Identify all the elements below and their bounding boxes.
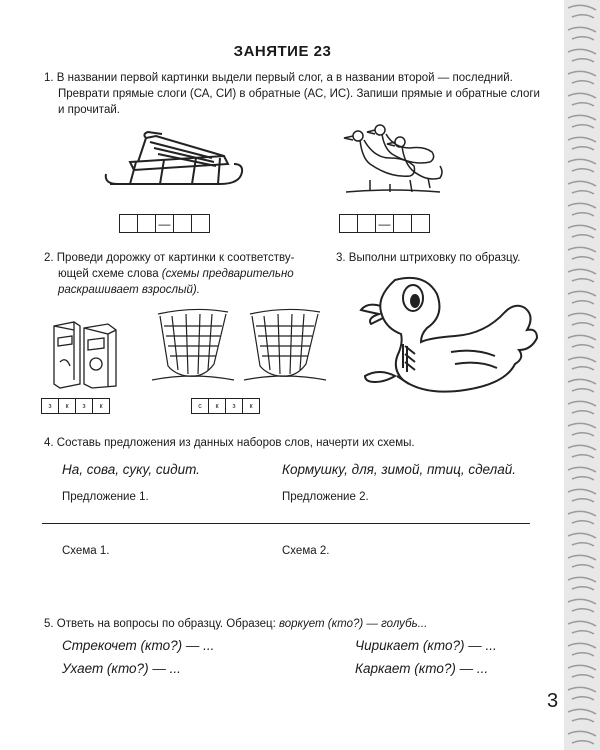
scheme1-label: Схема 1.: [62, 545, 110, 557]
spiral-ring: [568, 269, 596, 282]
spiral-ring: [568, 401, 596, 414]
syllable-box[interactable]: [339, 214, 358, 233]
spiral-ring: [568, 225, 596, 238]
task4-words1: На, сова, суку, сидит.: [62, 462, 200, 477]
scheme-cell[interactable]: к: [208, 398, 226, 414]
spiral-ring: [568, 423, 596, 436]
task4-words2: Кормушку, для, зимой, птиц, сделай.: [282, 462, 517, 477]
spiral-ring: [568, 621, 596, 634]
scheme2-label: Схема 2.: [282, 545, 330, 557]
word-scheme-1[interactable]: [42, 398, 110, 414]
sentence2-label: Предложение 2.: [282, 491, 369, 503]
scheme-cell[interactable]: к: [92, 398, 110, 414]
syllable-box[interactable]: —: [375, 214, 394, 233]
sentence1-label: Предложение 1.: [62, 491, 149, 503]
spiral-ring: [568, 577, 596, 590]
spiral-ring: [568, 247, 596, 260]
scheme-cell[interactable]: з: [75, 398, 93, 414]
question-2: Чирикает (кто?) — ...: [355, 638, 497, 653]
question-1: Стрекочет (кто?) — ...: [62, 638, 215, 653]
page-number: 3: [547, 690, 559, 712]
spiral-rings: [564, 0, 600, 750]
spiral-ring: [568, 93, 596, 106]
spiral-ring: [568, 291, 596, 304]
spiral-ring: [568, 599, 596, 612]
task2-line2: [58, 267, 294, 283]
syllable-box[interactable]: [411, 214, 430, 233]
fishing-net-icon: [240, 306, 330, 386]
syllable-box[interactable]: [173, 214, 192, 233]
spiral-ring: [568, 49, 596, 62]
spiral-ring: [568, 137, 596, 150]
task3-text: 3. Выполни штриховку по образцу.: [336, 252, 521, 264]
spiral-ring: [568, 159, 596, 172]
spiral-ring: [568, 511, 596, 524]
question-4: Каркает (кто?) — ...: [355, 661, 489, 676]
syllable-box[interactable]: [137, 214, 156, 233]
spiral-ring: [568, 533, 596, 546]
question-3: Ухает (кто?) — ...: [62, 661, 181, 676]
task5-example: воркует (кто?) — голубь...: [279, 618, 428, 630]
task2-line2-italic: (схемы предварительно: [161, 268, 294, 280]
spiral-ring: [568, 445, 596, 458]
fishing-net-icon: [148, 306, 238, 386]
task5-heading-plain: 5. Ответь на вопросы по образцу. Образец:: [44, 618, 280, 630]
spiral-ring: [568, 489, 596, 502]
syllable-box[interactable]: [357, 214, 376, 233]
task4-heading: 4. Составь предложения из данных наборов слов, начерти их схемы.: [44, 437, 415, 449]
syllable-box[interactable]: [191, 214, 210, 233]
scheme-cell[interactable]: к: [58, 398, 76, 414]
task2-line3: раскрашивает взрослый).: [58, 284, 200, 296]
spiral-ring: [568, 335, 596, 348]
spiral-ring: [568, 643, 596, 656]
task1-line2: Преврати прямые слоги (СА, СИ) в обратные (АС, ИС). Запиши прямые и обратные слоги: [58, 88, 540, 100]
scheme-cell[interactable]: з: [225, 398, 243, 414]
syllable-box[interactable]: [393, 214, 412, 233]
syllable-box[interactable]: [119, 214, 138, 233]
syllable-boxes-left[interactable]: [120, 214, 210, 233]
sled-icon: [100, 128, 250, 196]
spiral-binding: [564, 0, 600, 750]
juice-carton-icon: [50, 312, 122, 390]
scheme-cell[interactable]: з: [41, 398, 59, 414]
spiral-ring: [568, 731, 596, 744]
spiral-ring: [568, 665, 596, 678]
word-scheme-2[interactable]: [192, 398, 260, 414]
spiral-ring: [568, 379, 596, 392]
spiral-ring: [568, 467, 596, 480]
syllable-box[interactable]: —: [155, 214, 174, 233]
task2-line1: 2. Проведи дорожку от картинки к соответству-: [44, 252, 295, 264]
spiral-ring: [568, 115, 596, 128]
scheme-cell[interactable]: с: [191, 398, 209, 414]
spiral-ring: [568, 27, 596, 40]
spiral-ring: [568, 357, 596, 370]
spiral-ring: [568, 71, 596, 84]
spiral-ring: [568, 555, 596, 568]
spiral-ring: [568, 181, 596, 194]
syllable-boxes-right[interactable]: [340, 214, 430, 233]
lesson-title: ЗАНЯТИЕ 23: [233, 43, 332, 60]
scheme-cell[interactable]: к: [242, 398, 260, 414]
spiral-ring: [568, 687, 596, 700]
task2-line2-plain: ющей схеме слова: [58, 268, 162, 280]
divider-line: [42, 523, 530, 524]
spiral-ring: [568, 5, 596, 18]
spiral-ring: [568, 709, 596, 722]
task5-heading: [44, 617, 427, 633]
duck-icon: [355, 272, 545, 407]
spiral-ring: [568, 203, 596, 216]
task1-line3: и прочитай.: [58, 104, 120, 116]
task1-line1: 1. В названии первой картинки выдели первый слог, а в названии второй — последний.: [44, 72, 513, 84]
geese-icon: [340, 118, 445, 196]
spiral-ring: [568, 313, 596, 326]
